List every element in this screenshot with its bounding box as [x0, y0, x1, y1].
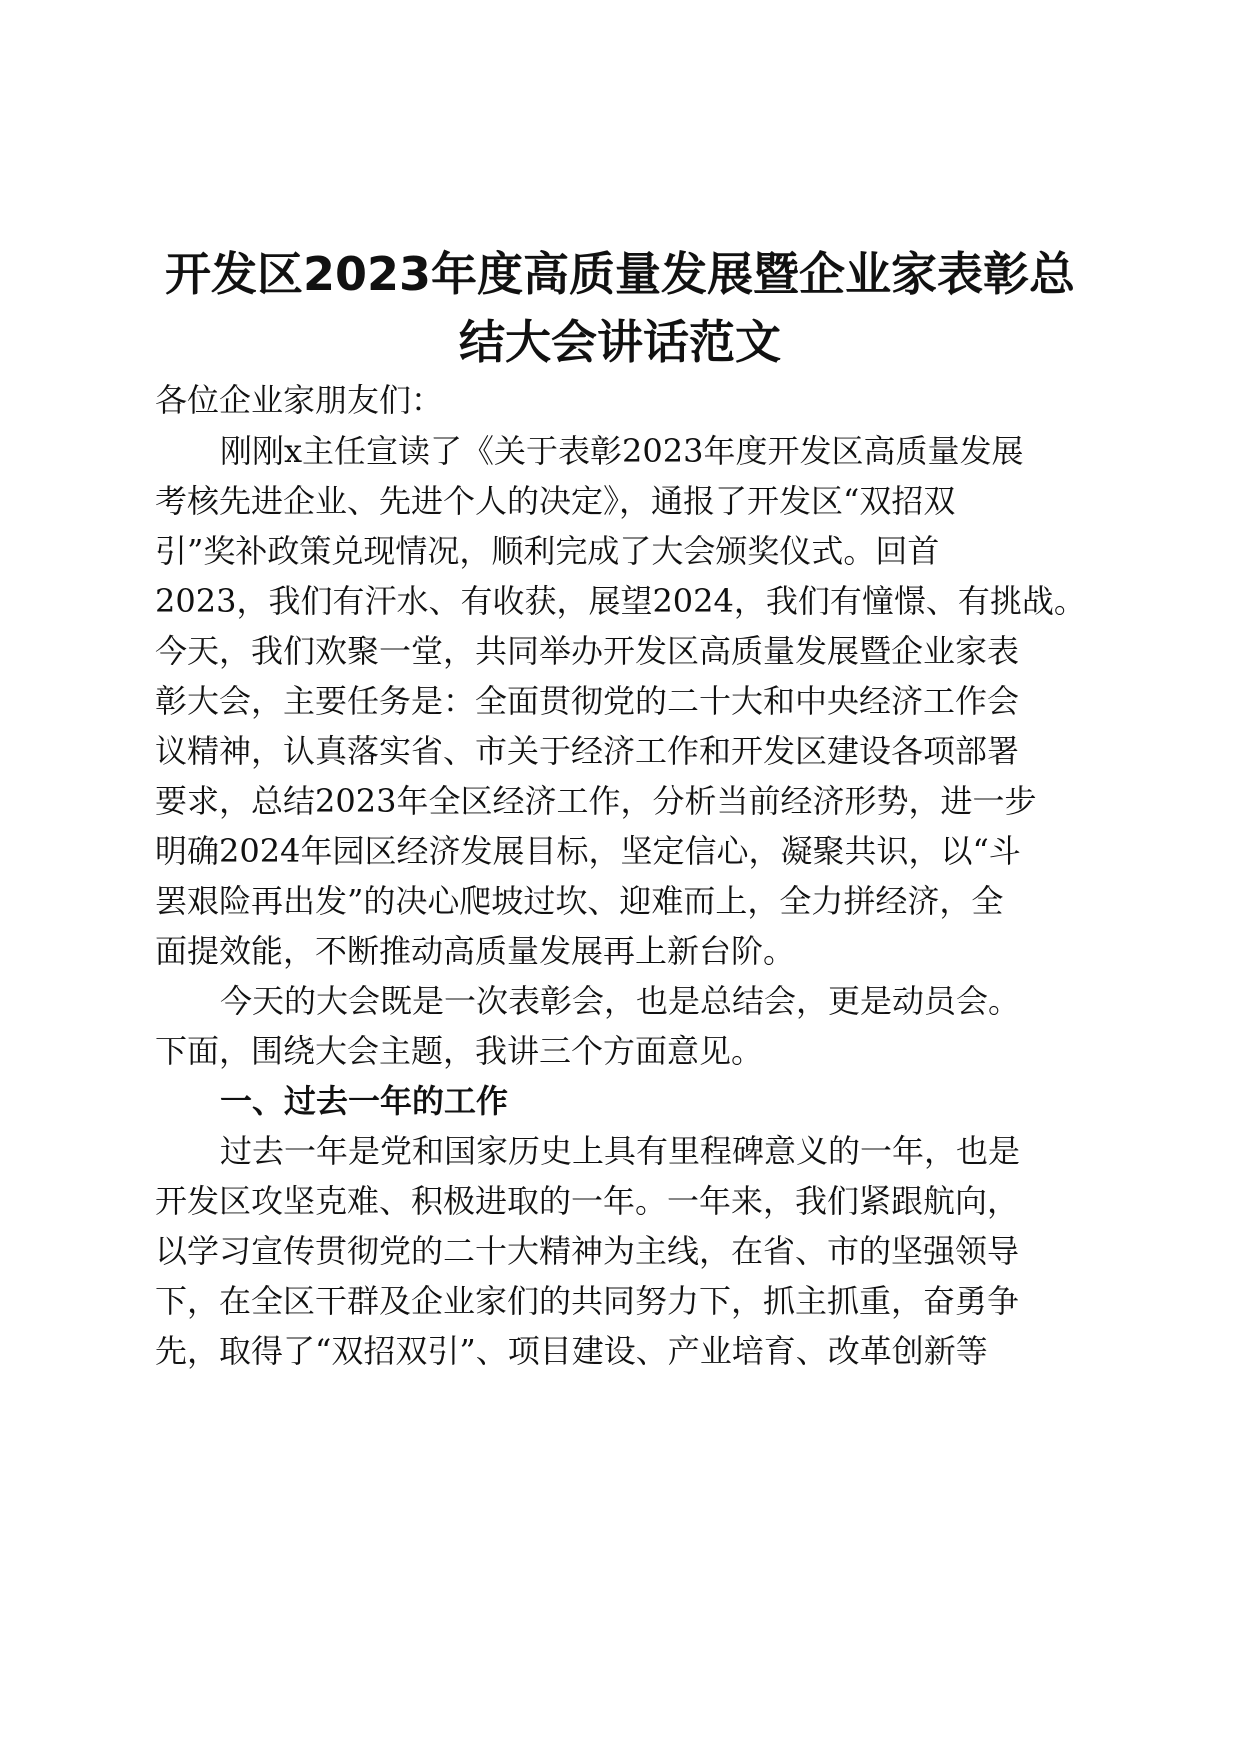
- paragraph-1-line: 刚刚x主任宣读了《关于表彰2023年度开发区高质量发展: [220, 432, 1024, 470]
- paragraph-3-line: 以学习宣传贯彻党的二十大精神为主线，在省、市的坚强领导: [155, 1232, 1020, 1270]
- paragraph-1-line: 明确2024年园区经济发展目标，坚定信心，凝聚共识，以“斗: [155, 832, 1021, 870]
- paragraph-1-line: 议精神，认真落实省、市关于经济工作和开发区建设各项部署: [155, 732, 1020, 770]
- paragraph-1-line: 2023，我们有汗水、有收获，展望2024，我们有憧憬、有挑战。: [155, 582, 1086, 620]
- document-title-line-2: 结大会讲话范文: [459, 315, 781, 369]
- paragraph-2-line: 下面，围绕大会主题，我讲三个方面意见。: [155, 1032, 764, 1070]
- paragraph-2-line: 今天的大会既是一次表彰会，也是总结会，更是动员会。: [220, 982, 1021, 1020]
- paragraph-1-line: 考核先进企业、先进个人的决定》，通报了开发区“双招双: [155, 482, 956, 520]
- section-heading-1: 一、过去一年的工作: [220, 1082, 509, 1120]
- paragraph-1-line: 要求，总结2023年全区经济工作，分析当前经济形势，进一步: [155, 782, 1037, 820]
- paragraph-3-line: 过去一年是党和国家历史上具有里程碑意义的一年，也是: [220, 1132, 1021, 1170]
- paragraph-1-line: 引”奖补政策兑现情况，顺利完成了大会颁奖仪式。回首: [155, 532, 940, 570]
- paragraph-1-line: 彰大会，主要任务是：全面贯彻党的二十大和中央经济工作会: [155, 682, 1020, 720]
- paragraph-3-line: 先，取得了“双招双引”、项目建设、产业培育、改革创新等: [155, 1332, 988, 1370]
- document-title-line-1: 开发区2023年度高质量发展暨企业家表彰总: [164, 247, 1076, 301]
- paragraph-3-line: 开发区攻坚克难、积极进取的一年。一年来，我们紧跟航向，: [155, 1182, 1020, 1220]
- paragraph-1-line: 今天，我们欢聚一堂，共同举办开发区高质量发展暨企业家表: [155, 632, 1020, 670]
- paragraph-1-line: 罢艰险再出发”的决心爬坡过坎、迎难而上，全力拼经济，全: [155, 882, 1004, 920]
- paragraph-1-line: 面提效能，不断推动高质量发展再上新台阶。: [155, 932, 796, 970]
- paragraph-3-line: 下，在全区干群及企业家们的共同努力下，抓主抓重，奋勇争: [155, 1282, 1020, 1320]
- salutation: 各位企业家朋友们：: [155, 381, 444, 419]
